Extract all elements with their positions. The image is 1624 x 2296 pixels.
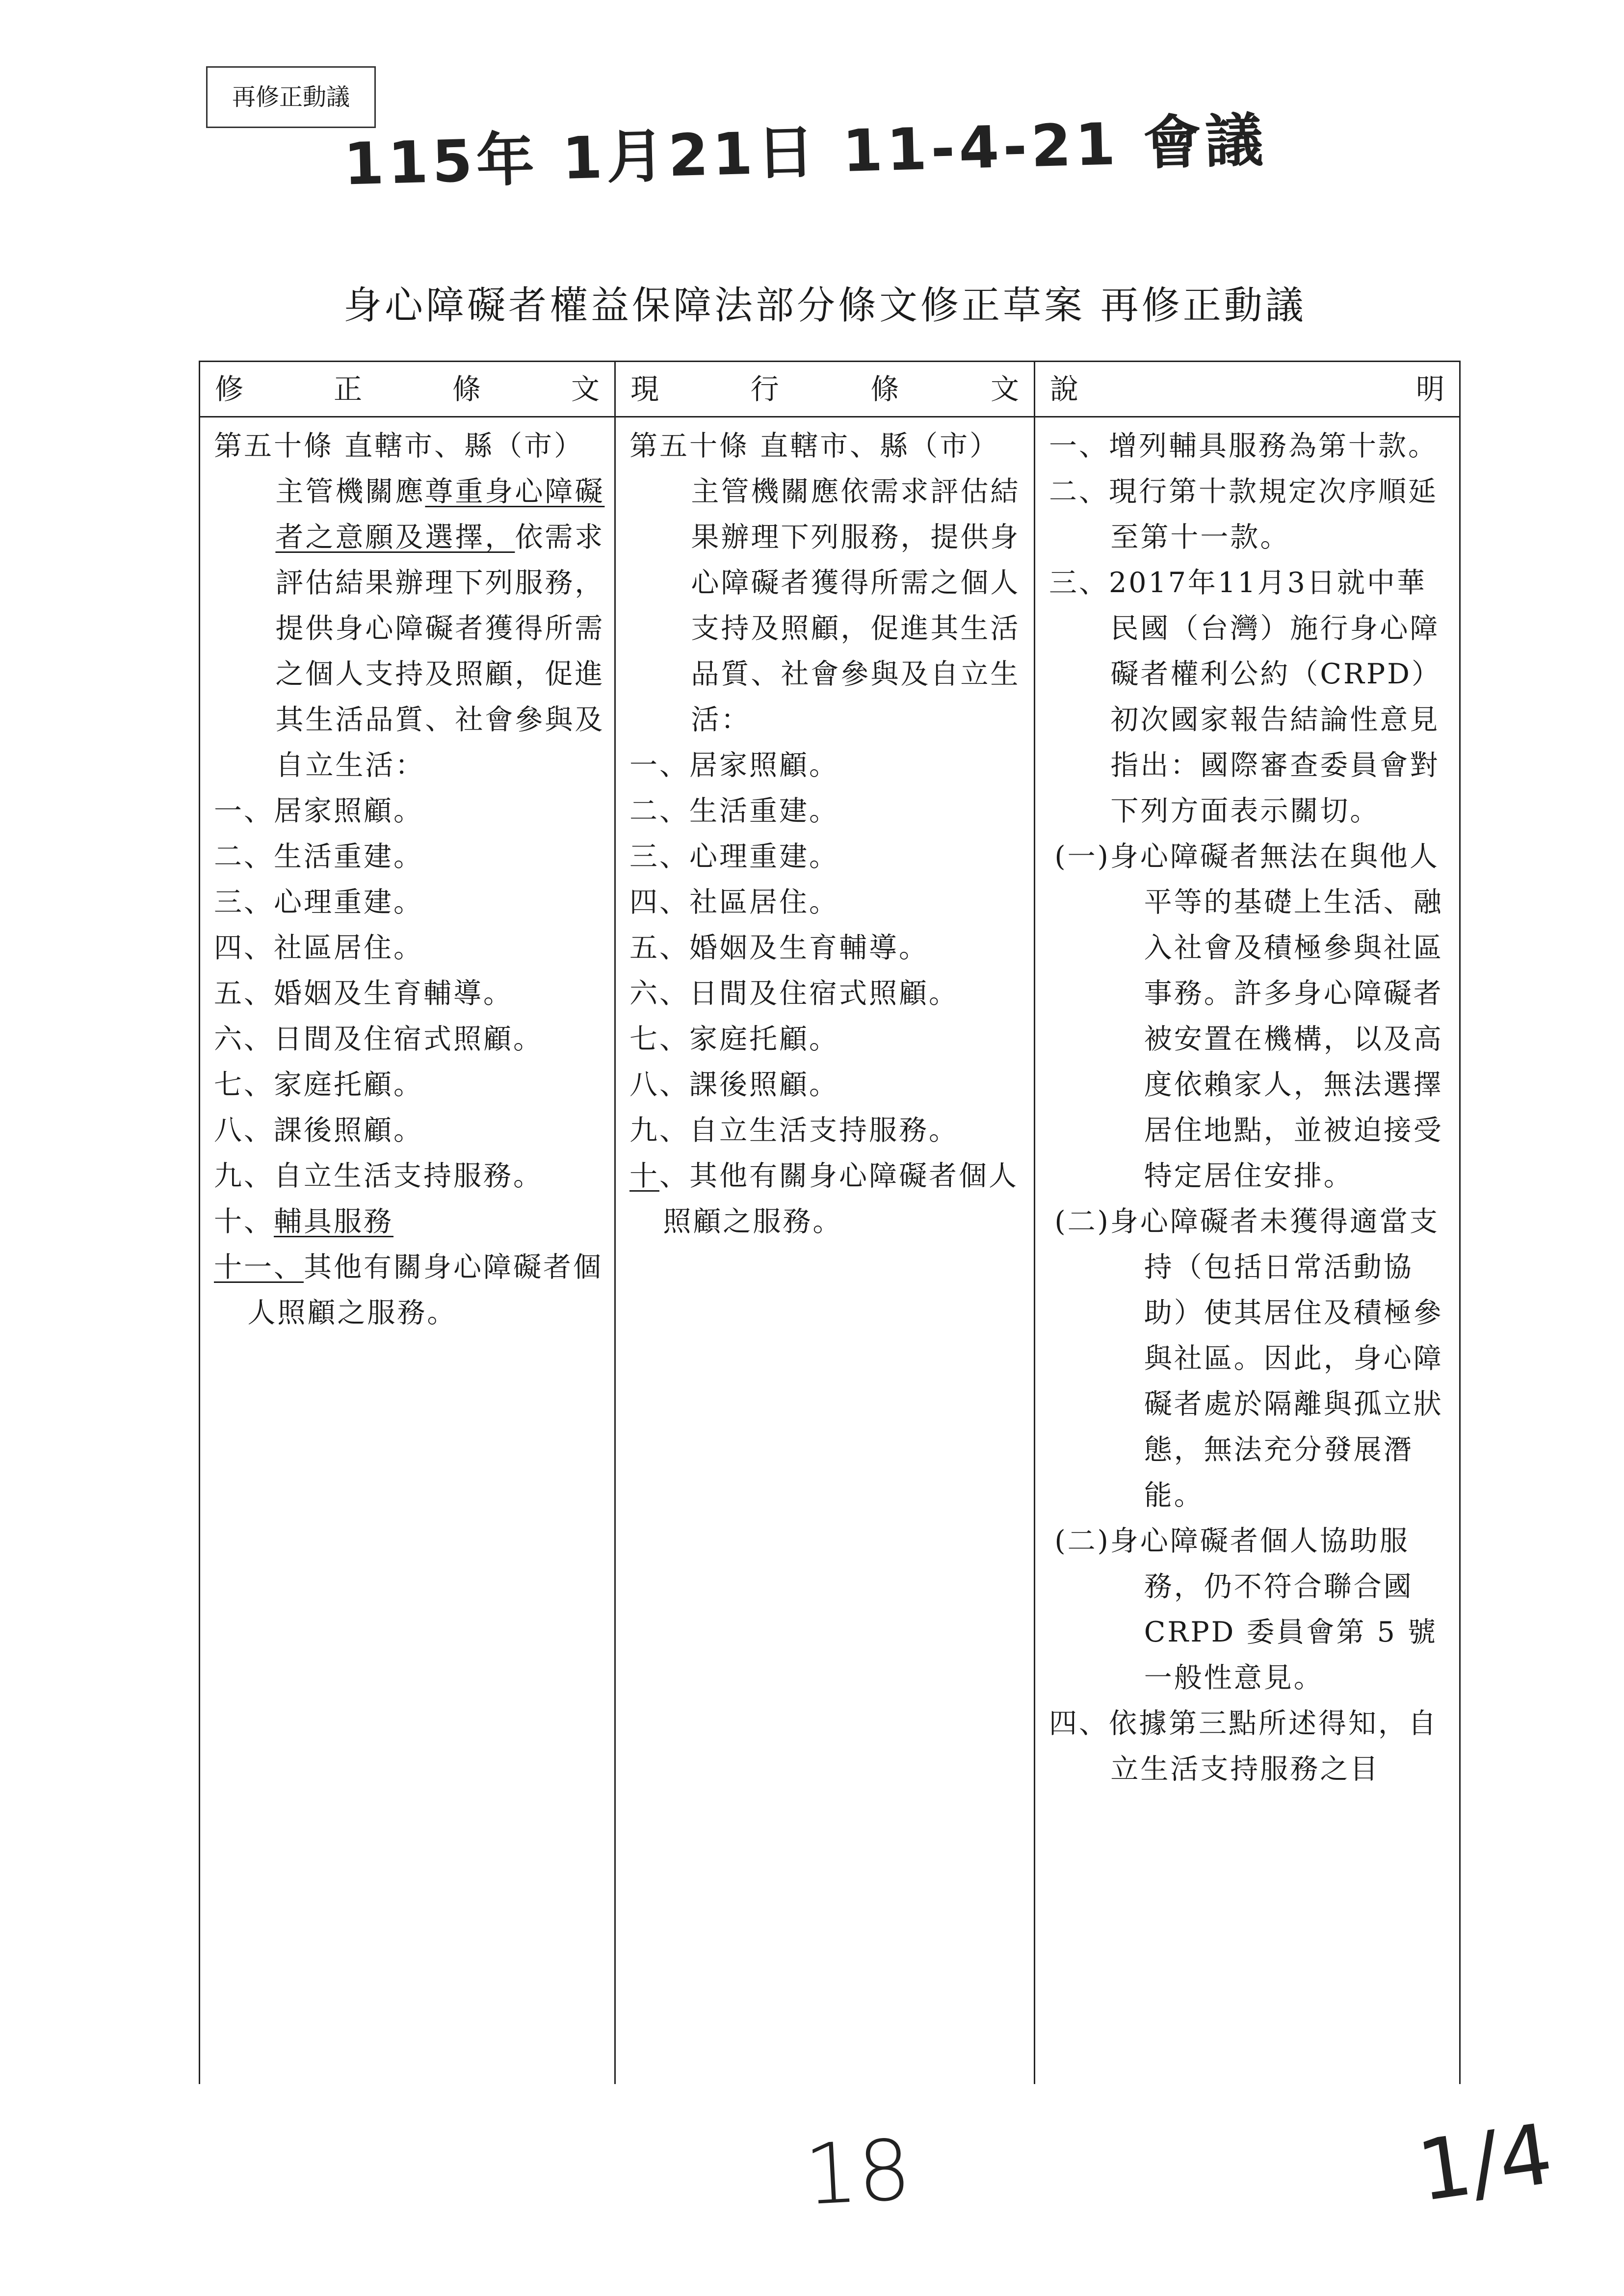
list-item: 四、社區居住。 (629, 886, 839, 918)
current-column (616, 362, 1035, 2084)
note-subpoint: (二)身心障礙者個人協助服務，仍不符合聯合國 CRPD 委員會第 5 號一般性意見。 (1054, 1525, 1438, 1694)
list-item: 九、自立生活支持服務。 (214, 1160, 543, 1192)
list-item: 十、其他有關身心障礙者個人照顧之服務。 (629, 1160, 1019, 1238)
current-intro: 第五十條 直轄市、縣（市）主管機關應依需求評估結果辦理下列服務，提供身心障礙者獲得所需之個人支持及照顧，促進其生活品質、社會參與及自立生活： (629, 430, 1021, 736)
revised-intro: 第五十條 直轄市、縣（市）主管機關應尊重身心障礙者之意願及選擇，依需求評估結果辦理下列服務，提供身心障礙者獲得所需之個人支持及照顧，促進其生活品質、社會參與及自立生活： (214, 430, 605, 782)
list-item: 六、日間及住宿式照顧。 (629, 977, 959, 1010)
page-fraction: 1/4 (1412, 2105, 1559, 2221)
note-subpoint: (二)身心障礙者未獲得適當支持（包括日常活動協助）使其居住及積極參與社區。因此，身心障礙者處於隔離與孤立狀態，無法充分發展潛能。 (1054, 1205, 1443, 1512)
revised-column (199, 362, 616, 2084)
revised-column-header: 修 正 條 文 (200, 362, 614, 417)
note-point: 二、現行第十款規定次序順延至第十一款。 (1049, 475, 1438, 553)
list-item: 五、婚姻及生育輔導。 (629, 932, 929, 964)
note-point: 一、增列輔具服務為第十款。 (1049, 430, 1438, 462)
underlined-number: 十 (629, 1160, 659, 1192)
list-item: 一、居家照顧。 (629, 749, 839, 782)
motion-tag: 再修正動議 (206, 66, 376, 128)
note-point: 四、依據第三點所述得知，自立生活支持服務之目 (1049, 1707, 1438, 1785)
list-item-renumbered: 十一、其他有關身心障礙者個人照顧之服務。 (214, 1251, 603, 1329)
list-item: 六、日間及住宿式照顧。 (214, 1023, 543, 1055)
list-item: 八、課後照顧。 (629, 1069, 839, 1101)
list-item: 三、心理重建。 (629, 840, 839, 873)
current-text (616, 417, 1034, 1245)
revised-text (200, 417, 614, 1336)
document-title: 身心障礙者權益保障法部分條文修正草案 再修正動議 (343, 284, 1307, 328)
list-item: 一、居家照顧。 (214, 795, 423, 827)
notes-text (1035, 417, 1459, 1792)
list-item: 三、心理重建。 (214, 886, 423, 918)
list-item: 五、婚姻及生育輔導。 (214, 977, 513, 1010)
current-column-header: 現 行 條 文 (616, 362, 1034, 417)
meeting-date-stamp: 115年 1月21日 11-4-21 會議 (342, 106, 1268, 198)
comparison-table (199, 361, 1461, 2084)
note-point: 三、2017年11月3日就中華民國（台灣）施行身心障礙者權利公約（CRPD）初次國家報告結論性意見指出：國際審查委員會對下列方面表示關切。 (1049, 567, 1441, 827)
list-item-new: 十、輔具服務 (214, 1205, 393, 1238)
underlined-amendment: 十一、 (214, 1251, 304, 1283)
list-item: 四、社區居住。 (214, 932, 423, 964)
notes-column-header: 說 明 (1035, 362, 1459, 417)
list-item: 九、自立生活支持服務。 (629, 1114, 959, 1147)
page-number: 18 (802, 2121, 914, 2224)
list-item: 七、家庭托顧。 (629, 1023, 839, 1055)
underlined-amendment: 輔具服務 (274, 1205, 393, 1238)
list-item: 八、課後照顧。 (214, 1114, 423, 1147)
underlined-amendment: 尊重身心障礙者之意願及選擇， (275, 475, 605, 553)
notes-column (1035, 362, 1461, 2084)
note-subpoint: (一)身心障礙者無法在與他人平等的基礎上生活、融入社會及積極參與社區事務。許多身心障礙者被安置在機構，以及高度依賴家人，無法選擇居住地點，並被迫接受特定居住安排。 (1054, 840, 1443, 1192)
list-item: 二、生活重建。 (214, 840, 423, 873)
list-item: 二、生活重建。 (629, 795, 839, 827)
list-item: 七、家庭托顧。 (214, 1069, 423, 1101)
